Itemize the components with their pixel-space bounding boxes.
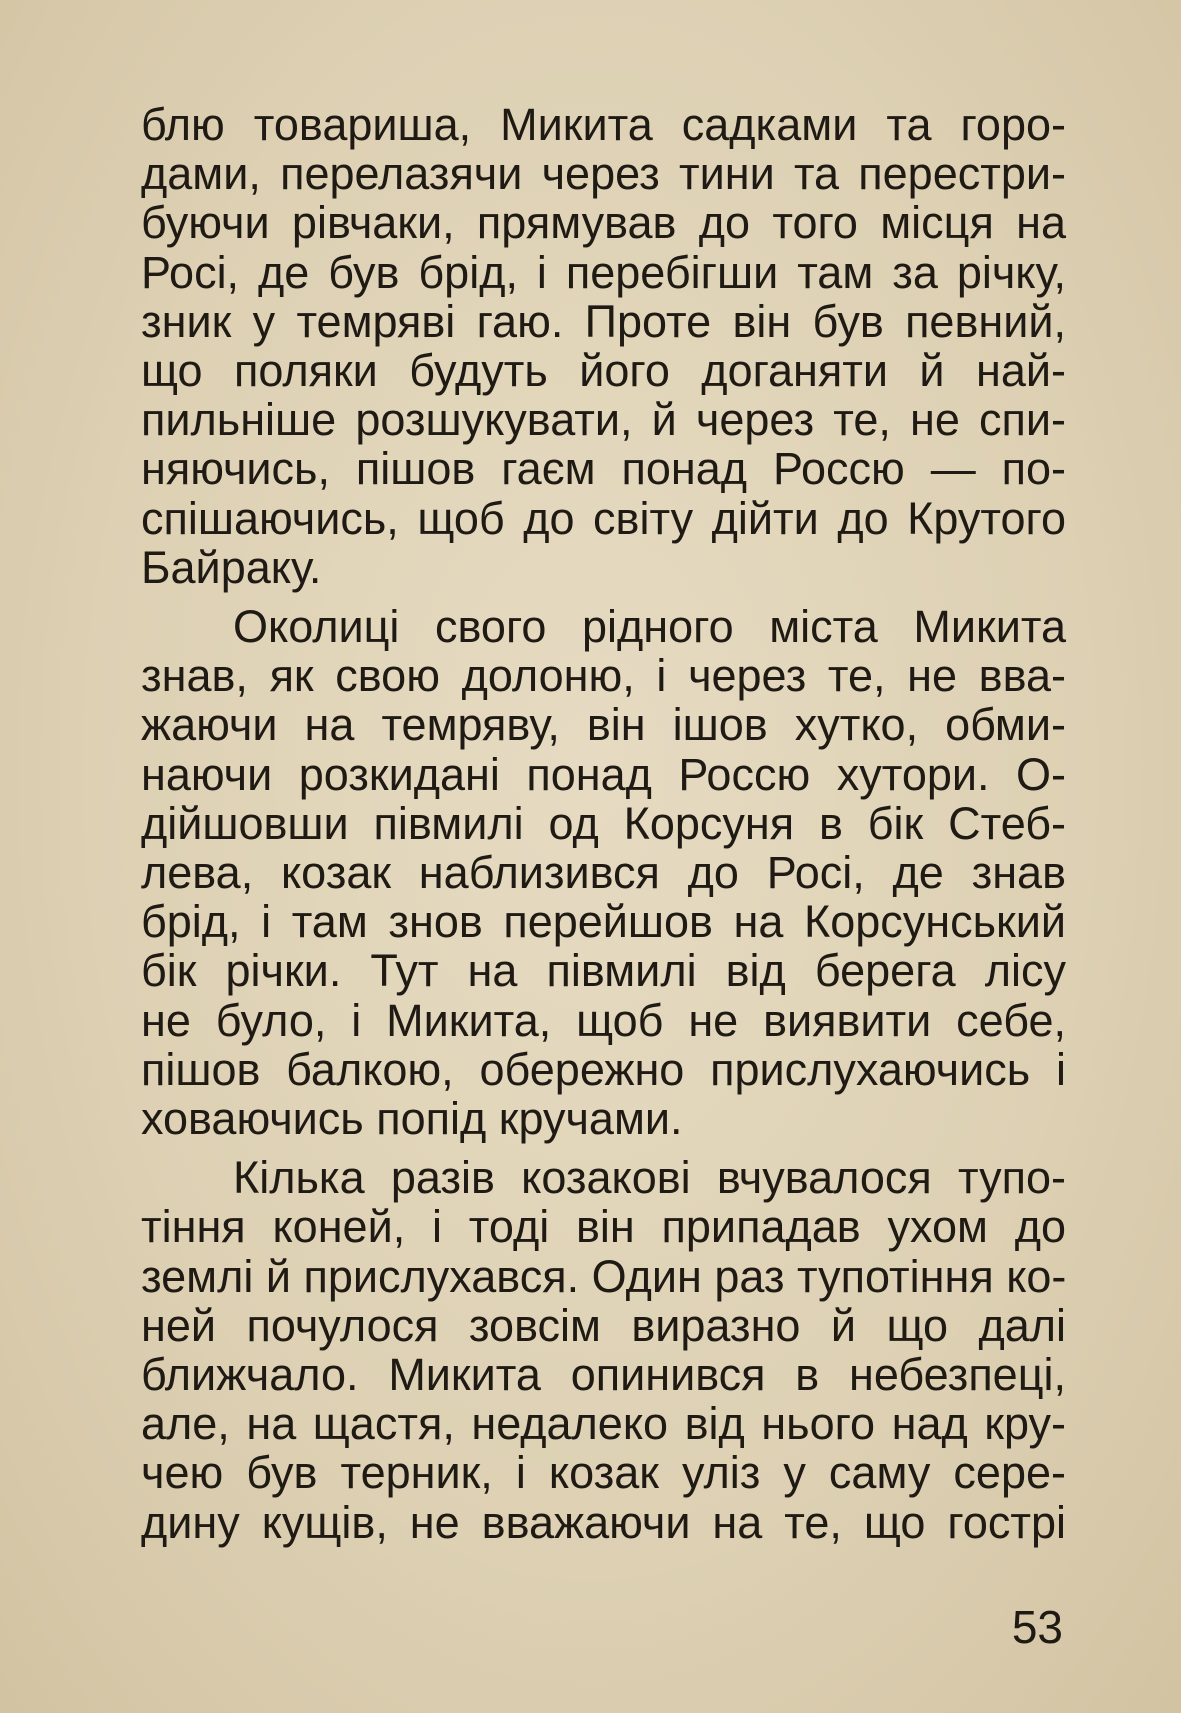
text-line: Околиці свого рідного міста Микита (233, 601, 1066, 653)
text-line: знав, як свою долоню, і через те, не вва- (141, 650, 1066, 702)
text-line: ней почулося зовсім виразно й що далі (141, 1299, 1066, 1351)
text-line: дійшовши півмилі од Корсуня в бік Стеб- (141, 797, 1066, 849)
text-line: Байраку. (141, 541, 322, 593)
text-line: Кілька разів козакові вчувалося тупо- (233, 1152, 1066, 1204)
page-number: 53 (1011, 1601, 1063, 1653)
text-line: дину кущів, не вважаючи на те, що гострі (141, 1496, 1066, 1548)
text-line: тіння коней, і тоді він припадав ухом до (141, 1201, 1066, 1253)
text-line: жаючи на темряву, він ішов хутко, обми- (141, 699, 1066, 751)
text-line: зник у темряві гаю. Проте він був певний, (141, 295, 1066, 347)
text-line: буючи рівчаки, прямував до того місця на (141, 197, 1066, 249)
body-text (141, 100, 1066, 1547)
text-line: бік річки. Тут на півмилі від берега лісу (141, 945, 1066, 997)
text-line: Росі, де був брід, і перебігши там за річку, (141, 246, 1066, 298)
text-line: не було, і Микита, щоб не виявити себе, (141, 994, 1066, 1046)
text-line: блю товариша, Микита садками та горо- (141, 99, 1066, 150)
text-line: що поляки будуть його доганяти й най- (141, 345, 1066, 397)
text-line: наючи розкидані понад Россю хутори. О- (141, 748, 1066, 800)
text-line: лева, козак наблизився до Росі, де знав (141, 847, 1066, 899)
text-line: чею був терник, і козак уліз у саму сере- (141, 1447, 1066, 1499)
text-line: ховаючись попід кручами. (141, 1093, 683, 1145)
text-line: землі й прислухався. Один раз тупотіння ко- (141, 1250, 1067, 1302)
text-line: ближчало. Микита опинився в небезпеці, (141, 1349, 1066, 1401)
text-line: брід, і там знов перейшов на Корсунський (141, 896, 1066, 948)
paragraph-1 (141, 100, 1066, 592)
paragraph-2 (141, 602, 1066, 1143)
text-line: дами, перелазячи через тини та перестри- (141, 148, 1066, 200)
text-line: спішаючись, щоб до світу дійти до Крутого (141, 492, 1066, 544)
text-line: але, на щастя, недалеко від нього над кру- (141, 1398, 1066, 1450)
paragraph-3 (141, 1153, 1066, 1547)
text-line: пішов балкою, обережно прислухаючись і (141, 1043, 1066, 1095)
text-line: пильніше розшукувати, й через те, не спи- (141, 394, 1066, 446)
text-line: няючись, пішов гаєм понад Россю — по- (141, 443, 1066, 495)
